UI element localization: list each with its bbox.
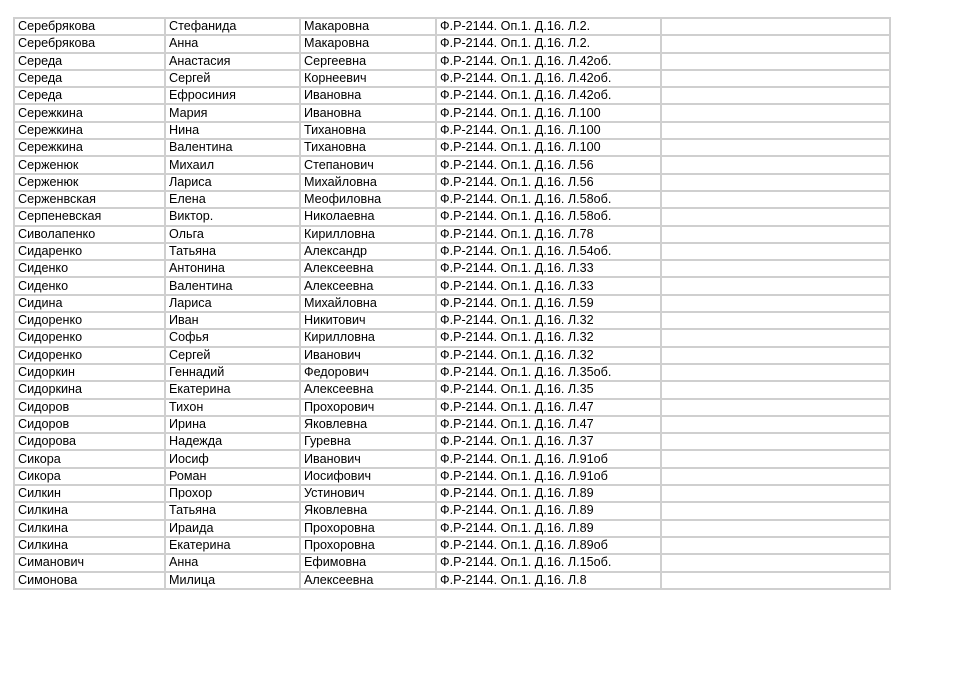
archive-reference-cell: Ф.Р-2144. Оп.1. Д.16. Л.42об.	[436, 70, 661, 87]
table-row	[14, 53, 890, 70]
surname-cell: Сидина	[14, 295, 165, 312]
surname-cell: Сиденко	[14, 260, 165, 277]
surname-cell: Середа	[14, 53, 165, 70]
first-name-cell: Антонина	[165, 260, 300, 277]
records-table-body	[14, 18, 890, 589]
patronymic-cell: Прохорович	[300, 399, 436, 416]
table-row	[14, 554, 890, 571]
archive-reference-cell: Ф.Р-2144. Оп.1. Д.16. Л.89	[436, 502, 661, 519]
first-name-cell: Сергей	[165, 70, 300, 87]
archive-reference-cell: Ф.Р-2144. Оп.1. Д.16. Л.32	[436, 312, 661, 329]
patronymic-cell: Макаровна	[300, 18, 436, 35]
surname-cell: Сикора	[14, 450, 165, 467]
note-cell	[661, 468, 890, 485]
table-row	[14, 156, 890, 173]
archive-reference-cell: Ф.Р-2144. Оп.1. Д.16. Л.35	[436, 381, 661, 398]
first-name-cell: Ирина	[165, 416, 300, 433]
note-cell	[661, 450, 890, 467]
first-name-cell: Надежда	[165, 433, 300, 450]
first-name-cell: Ольга	[165, 226, 300, 243]
first-name-cell: Иосиф	[165, 450, 300, 467]
table-row	[14, 520, 890, 537]
patronymic-cell: Алексеевна	[300, 381, 436, 398]
note-cell	[661, 416, 890, 433]
patronymic-cell: Тихановна	[300, 139, 436, 156]
table-row	[14, 312, 890, 329]
archive-reference-cell: Ф.Р-2144. Оп.1. Д.16. Л.58об.	[436, 191, 661, 208]
first-name-cell: Ефросиния	[165, 87, 300, 104]
patronymic-cell: Кирилловна	[300, 226, 436, 243]
patronymic-cell: Яковлевна	[300, 416, 436, 433]
first-name-cell: Нина	[165, 122, 300, 139]
archive-reference-cell: Ф.Р-2144. Оп.1. Д.16. Л.100	[436, 122, 661, 139]
table-row	[14, 277, 890, 294]
archive-reference-cell: Ф.Р-2144. Оп.1. Д.16. Л.54об.	[436, 243, 661, 260]
archive-reference-cell: Ф.Р-2144. Оп.1. Д.16. Л.100	[436, 139, 661, 156]
note-cell	[661, 295, 890, 312]
table-row	[14, 537, 890, 554]
note-cell	[661, 104, 890, 121]
table-row	[14, 18, 890, 35]
archive-reference-cell: Ф.Р-2144. Оп.1. Д.16. Л.91об	[436, 468, 661, 485]
note-cell	[661, 277, 890, 294]
surname-cell: Силкина	[14, 537, 165, 554]
archive-reference-cell: Ф.Р-2144. Оп.1. Д.16. Л.35об.	[436, 364, 661, 381]
patronymic-cell: Сергеевна	[300, 53, 436, 70]
table-row	[14, 295, 890, 312]
table-row	[14, 572, 890, 589]
first-name-cell: Татьяна	[165, 502, 300, 519]
first-name-cell: Ираида	[165, 520, 300, 537]
patronymic-cell: Устинович	[300, 485, 436, 502]
note-cell	[661, 122, 890, 139]
note-cell	[661, 485, 890, 502]
note-cell	[661, 156, 890, 173]
records-table	[13, 17, 891, 590]
first-name-cell: Валентина	[165, 139, 300, 156]
first-name-cell: Анна	[165, 554, 300, 571]
table-row	[14, 260, 890, 277]
patronymic-cell: Ивановна	[300, 87, 436, 104]
archive-reference-cell: Ф.Р-2144. Оп.1. Д.16. Л.47	[436, 399, 661, 416]
table-row	[14, 485, 890, 502]
table-row	[14, 399, 890, 416]
table-row	[14, 70, 890, 87]
table-row	[14, 347, 890, 364]
surname-cell: Серженюк	[14, 156, 165, 173]
surname-cell: Сидоркин	[14, 364, 165, 381]
surname-cell: Середа	[14, 70, 165, 87]
note-cell	[661, 18, 890, 35]
table-row	[14, 468, 890, 485]
note-cell	[661, 208, 890, 225]
note-cell	[661, 364, 890, 381]
patronymic-cell: Яковлевна	[300, 502, 436, 519]
patronymic-cell: Гуревна	[300, 433, 436, 450]
table-row	[14, 226, 890, 243]
table-row	[14, 364, 890, 381]
archive-reference-cell: Ф.Р-2144. Оп.1. Д.16. Л.33	[436, 277, 661, 294]
note-cell	[661, 572, 890, 589]
patronymic-cell: Александр	[300, 243, 436, 260]
table-row	[14, 502, 890, 519]
first-name-cell: Екатерина	[165, 537, 300, 554]
archive-reference-cell: Ф.Р-2144. Оп.1. Д.16. Л.32	[436, 347, 661, 364]
patronymic-cell: Тихановна	[300, 122, 436, 139]
archive-reference-cell: Ф.Р-2144. Оп.1. Д.16. Л.15об.	[436, 554, 661, 571]
note-cell	[661, 502, 890, 519]
archive-reference-cell: Ф.Р-2144. Оп.1. Д.16. Л.42об.	[436, 53, 661, 70]
surname-cell: Сидоренко	[14, 347, 165, 364]
table-row	[14, 208, 890, 225]
note-cell	[661, 174, 890, 191]
table-row	[14, 191, 890, 208]
patronymic-cell: Кирилловна	[300, 329, 436, 346]
archive-reference-cell: Ф.Р-2144. Оп.1. Д.16. Л.56	[436, 156, 661, 173]
archive-reference-cell: Ф.Р-2144. Оп.1. Д.16. Л.47	[436, 416, 661, 433]
patronymic-cell: Федорович	[300, 364, 436, 381]
surname-cell: Сикора	[14, 468, 165, 485]
archive-reference-cell: Ф.Р-2144. Оп.1. Д.16. Л.33	[436, 260, 661, 277]
note-cell	[661, 329, 890, 346]
patronymic-cell: Степанович	[300, 156, 436, 173]
note-cell	[661, 312, 890, 329]
archive-reference-cell: Ф.Р-2144. Оп.1. Д.16. Л.56	[436, 174, 661, 191]
first-name-cell: Татьяна	[165, 243, 300, 260]
first-name-cell: Тихон	[165, 399, 300, 416]
archive-reference-cell: Ф.Р-2144. Оп.1. Д.16. Л.59	[436, 295, 661, 312]
surname-cell: Симанович	[14, 554, 165, 571]
surname-cell: Сидоренко	[14, 329, 165, 346]
note-cell	[661, 70, 890, 87]
table-row	[14, 450, 890, 467]
first-name-cell: Елена	[165, 191, 300, 208]
patronymic-cell: Меофиловна	[300, 191, 436, 208]
first-name-cell: Михаил	[165, 156, 300, 173]
first-name-cell: Иван	[165, 312, 300, 329]
first-name-cell: Анастасия	[165, 53, 300, 70]
surname-cell: Сережкина	[14, 139, 165, 156]
archive-reference-cell: Ф.Р-2144. Оп.1. Д.16. Л.32	[436, 329, 661, 346]
note-cell	[661, 260, 890, 277]
note-cell	[661, 520, 890, 537]
surname-cell: Сидоркина	[14, 381, 165, 398]
patronymic-cell: Михайловна	[300, 174, 436, 191]
surname-cell: Сидоров	[14, 399, 165, 416]
archive-reference-cell: Ф.Р-2144. Оп.1. Д.16. Л.100	[436, 104, 661, 121]
table-row	[14, 416, 890, 433]
table-row	[14, 122, 890, 139]
note-cell	[661, 347, 890, 364]
patronymic-cell: Никитович	[300, 312, 436, 329]
note-cell	[661, 139, 890, 156]
archive-reference-cell: Ф.Р-2144. Оп.1. Д.16. Л.89	[436, 485, 661, 502]
patronymic-cell: Николаевна	[300, 208, 436, 225]
surname-cell: Середа	[14, 87, 165, 104]
patronymic-cell: Алексеевна	[300, 277, 436, 294]
table-row	[14, 243, 890, 260]
patronymic-cell: Иосифович	[300, 468, 436, 485]
surname-cell: Симонова	[14, 572, 165, 589]
table-row	[14, 381, 890, 398]
patronymic-cell: Иванович	[300, 450, 436, 467]
table-row	[14, 329, 890, 346]
note-cell	[661, 554, 890, 571]
first-name-cell: Лариса	[165, 174, 300, 191]
patronymic-cell: Алексеевна	[300, 260, 436, 277]
patronymic-cell: Макаровна	[300, 35, 436, 52]
archive-reference-cell: Ф.Р-2144. Оп.1. Д.16. Л.78	[436, 226, 661, 243]
surname-cell: Силкина	[14, 520, 165, 537]
surname-cell: Сидоренко	[14, 312, 165, 329]
archive-reference-cell: Ф.Р-2144. Оп.1. Д.16. Л.89	[436, 520, 661, 537]
first-name-cell: Виктор.	[165, 208, 300, 225]
surname-cell: Сидаренко	[14, 243, 165, 260]
surname-cell: Сиденко	[14, 277, 165, 294]
archive-reference-cell: Ф.Р-2144. Оп.1. Д.16. Л.89об	[436, 537, 661, 554]
archive-reference-cell: Ф.Р-2144. Оп.1. Д.16. Л.37	[436, 433, 661, 450]
first-name-cell: Анна	[165, 35, 300, 52]
surname-cell: Сережкина	[14, 122, 165, 139]
surname-cell: Сидорова	[14, 433, 165, 450]
patronymic-cell: Ивановна	[300, 104, 436, 121]
surname-cell: Серебрякова	[14, 35, 165, 52]
patronymic-cell: Прохоровна	[300, 520, 436, 537]
patronymic-cell: Ефимовна	[300, 554, 436, 571]
patronymic-cell: Иванович	[300, 347, 436, 364]
table-row	[14, 104, 890, 121]
note-cell	[661, 191, 890, 208]
records-sheet	[13, 17, 891, 590]
surname-cell: Серебрякова	[14, 18, 165, 35]
table-row	[14, 35, 890, 52]
note-cell	[661, 226, 890, 243]
surname-cell: Сидоров	[14, 416, 165, 433]
table-row	[14, 87, 890, 104]
note-cell	[661, 35, 890, 52]
note-cell	[661, 243, 890, 260]
surname-cell: Серженвская	[14, 191, 165, 208]
surname-cell: Серженюк	[14, 174, 165, 191]
first-name-cell: Стефанида	[165, 18, 300, 35]
surname-cell: Сиволапенко	[14, 226, 165, 243]
surname-cell: Сережкина	[14, 104, 165, 121]
archive-reference-cell: Ф.Р-2144. Оп.1. Д.16. Л.91об	[436, 450, 661, 467]
first-name-cell: Милица	[165, 572, 300, 589]
note-cell	[661, 87, 890, 104]
patronymic-cell: Алексеевна	[300, 572, 436, 589]
first-name-cell: Сергей	[165, 347, 300, 364]
archive-reference-cell: Ф.Р-2144. Оп.1. Д.16. Л.58об.	[436, 208, 661, 225]
note-cell	[661, 537, 890, 554]
surname-cell: Силкин	[14, 485, 165, 502]
archive-reference-cell: Ф.Р-2144. Оп.1. Д.16. Л.42об.	[436, 87, 661, 104]
archive-reference-cell: Ф.Р-2144. Оп.1. Д.16. Л.2.	[436, 35, 661, 52]
patronymic-cell: Корнеевич	[300, 70, 436, 87]
first-name-cell: Екатерина	[165, 381, 300, 398]
first-name-cell: Мария	[165, 104, 300, 121]
table-row	[14, 139, 890, 156]
note-cell	[661, 53, 890, 70]
surname-cell: Серпеневская	[14, 208, 165, 225]
first-name-cell: Геннадий	[165, 364, 300, 381]
archive-reference-cell: Ф.Р-2144. Оп.1. Д.16. Л.8	[436, 572, 661, 589]
note-cell	[661, 399, 890, 416]
note-cell	[661, 433, 890, 450]
table-row	[14, 174, 890, 191]
first-name-cell: Роман	[165, 468, 300, 485]
surname-cell: Силкина	[14, 502, 165, 519]
first-name-cell: Прохор	[165, 485, 300, 502]
patronymic-cell: Михайловна	[300, 295, 436, 312]
first-name-cell: Валентина	[165, 277, 300, 294]
patronymic-cell: Прохоровна	[300, 537, 436, 554]
first-name-cell: Лариса	[165, 295, 300, 312]
table-row	[14, 433, 890, 450]
first-name-cell: Софья	[165, 329, 300, 346]
archive-reference-cell: Ф.Р-2144. Оп.1. Д.16. Л.2.	[436, 18, 661, 35]
note-cell	[661, 381, 890, 398]
